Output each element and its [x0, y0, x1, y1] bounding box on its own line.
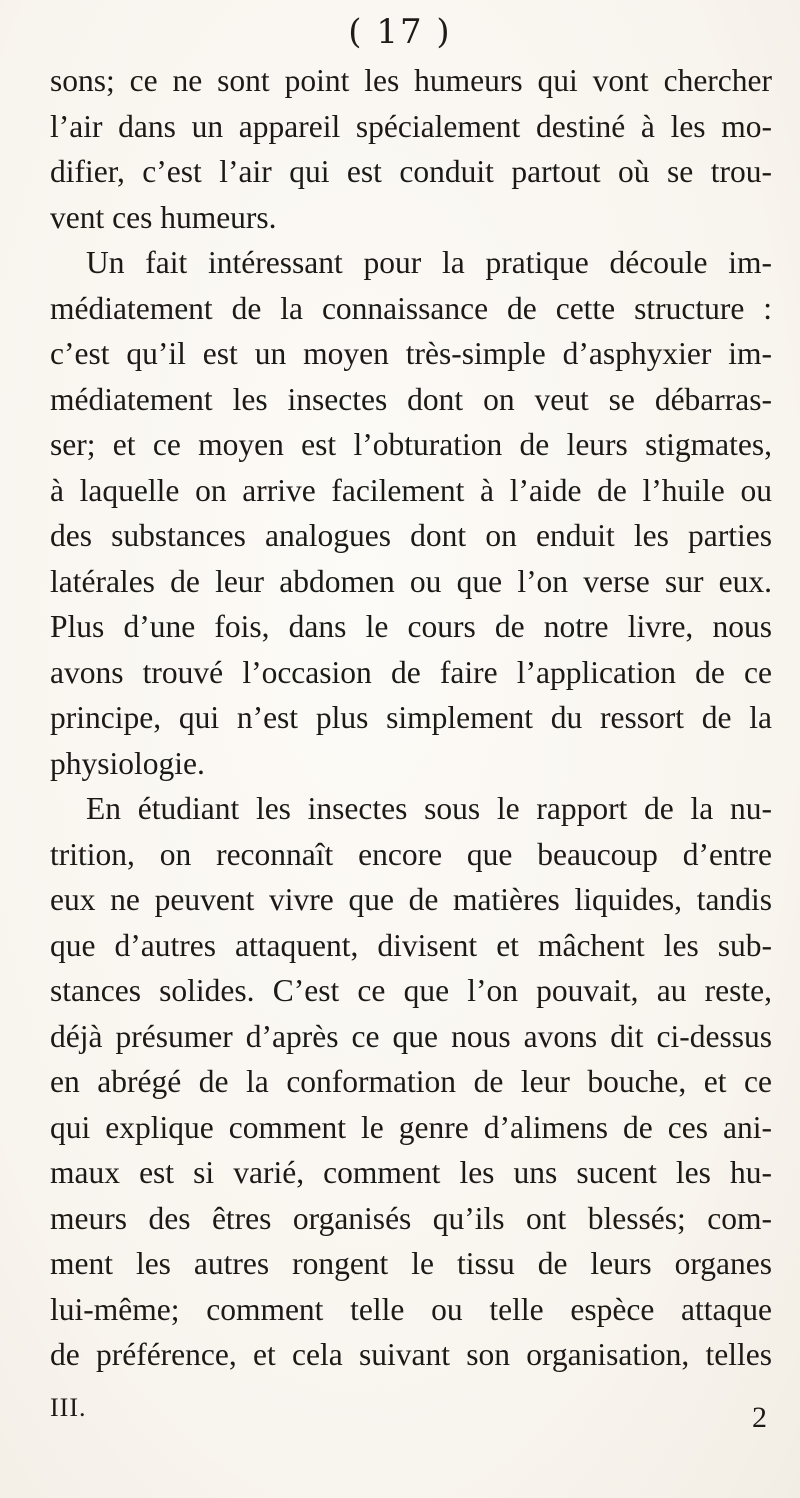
page-number: ( 17 ): [348, 12, 452, 52]
text-line: maux est si varié, comment les uns sucent les hu-: [50, 1155, 772, 1190]
text-line: médiatement de la connaissance de cette structure :: [50, 290, 772, 326]
text-line: ser; et ce moyen est l’obturation de leurs stigmates,: [50, 427, 772, 462]
signature-mark: III.: [50, 1393, 87, 1422]
text-line: latérales de leur abdomen ou que l’on verse sur eux.: [50, 563, 772, 599]
text-line: En étudiant les insectes sous le rapport de la nu-: [86, 791, 772, 826]
text-line: en abrégé de la conformation de leur bouche, et ce: [50, 1064, 772, 1099]
text-line: qui explique comment le genre d’alimens de ces ani-: [50, 1109, 772, 1145]
text-line: vent ces humeurs.: [50, 199, 277, 235]
text-line: des substances analogues dont on enduit les parties: [50, 518, 772, 553]
text-line: trition, on reconnaît encore que beaucoup d’entre: [50, 836, 772, 872]
text-line: lui-même; comment telle ou telle espèce attaque: [50, 1291, 772, 1327]
text-line: Un fait intéressant pour la pratique découle im-: [86, 245, 772, 280]
text-line: médiatement les insectes dont on veut se débarras-: [50, 381, 772, 417]
text-line: déjà présumer d’après ce que nous avons dit ci-dessus: [50, 1018, 772, 1054]
text-line: de préférence, et cela suivant son organisation, telles: [50, 1337, 772, 1372]
text-line: meurs des êtres organisés qu’ils ont blessés; com-: [50, 1200, 772, 1236]
text-line: stances solides. C’est ce que l’on pouvait, au reste,: [50, 973, 772, 1008]
text-line: l’air dans un appareil spécialement destiné à les mo-: [50, 108, 772, 144]
text-line: ment les autres rongent le tissu de leurs organes: [50, 1246, 772, 1281]
text-line: avons trouvé l’occasion de faire l’application de ce: [50, 654, 772, 690]
text-line: sons; ce ne sont point les humeurs qui vont chercher: [50, 63, 772, 98]
body-text: [50, 58, 772, 1378]
text-line: que d’autres attaquent, divisent et mâchent les sub-: [50, 927, 772, 963]
text-line: principe, qui n’est plus simplement du ressort de la: [50, 700, 772, 735]
text-line: physiologie.: [50, 745, 205, 781]
text-line: c’est qu’il est un moyen très-simple d’asphyxier im-: [50, 336, 772, 371]
text-line: difier, c’est l’air qui est conduit partout où se trou-: [50, 154, 772, 189]
text-line: eux ne peuvent vivre que de matières liquides, tandis: [50, 882, 772, 917]
text-line: Plus d’une fois, dans le cours de notre livre, nous: [50, 609, 772, 644]
gathering-mark: 2: [752, 1401, 767, 1434]
text-line: à laquelle on arrive facilement à l’aide de l’huile ou: [50, 472, 772, 508]
